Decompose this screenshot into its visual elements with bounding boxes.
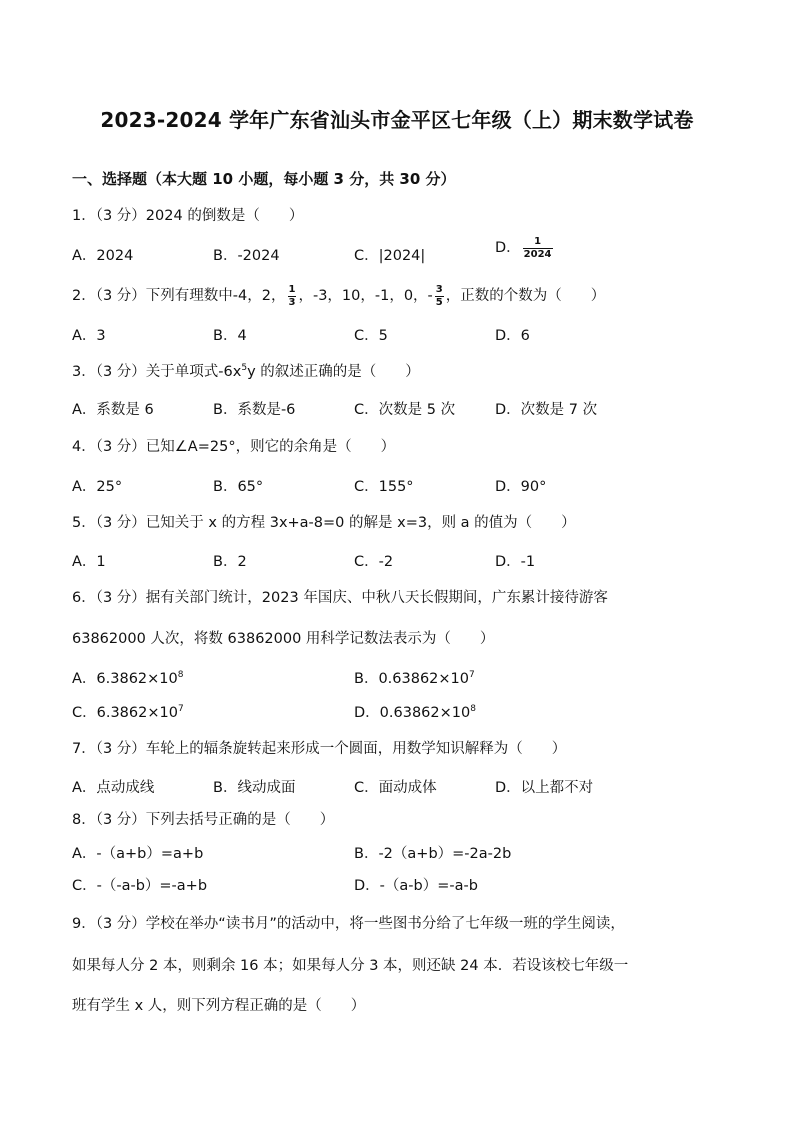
q3-option-a: A．系数是 6 xyxy=(72,402,154,418)
q5-option-a: A．1 xyxy=(72,554,106,570)
question-6-stem-line-1: 6．（3 分）据有关部门统计，2023 年国庆、中秋八天长假期间，广东累计接待游客 xyxy=(72,590,608,606)
q6-option-a xyxy=(72,667,184,688)
q7-option-a: A．点动成线 xyxy=(72,780,155,796)
exponent: 7 xyxy=(469,670,475,680)
q8-option-a: A．-（a+b）=a+b xyxy=(72,846,204,862)
question-4-stem: 4．（3 分）已知∠A=25°，则它的余角是（ ） xyxy=(72,439,396,455)
fraction xyxy=(288,285,297,308)
q1-option-d-label: D． xyxy=(495,240,521,256)
question-7-stem: 7．（3 分）车轮上的辐条旋转起来形成一个圆面，用数学知识解释为（ ） xyxy=(72,741,567,757)
question-3-stem xyxy=(72,360,420,381)
q6-option-d xyxy=(354,701,476,722)
q2-option-d: D．6 xyxy=(495,328,530,344)
q4-option-c: C．155° xyxy=(354,479,414,495)
fraction-numerator: 1 xyxy=(523,237,553,249)
question-9-stem-line-2: 如果每人分 2 本，则剩余 16 本；如果每人分 3 本，则还缺 24 本．若设该校七年级一 xyxy=(72,958,629,974)
fraction xyxy=(523,237,553,260)
q4-option-b: B．65° xyxy=(213,479,264,495)
q2-stem-part: 2．（3 分）下列有理数中-4，2， xyxy=(72,288,286,304)
exponent: 8 xyxy=(177,670,184,680)
q5-option-d: D．-1 xyxy=(495,554,536,570)
q8-option-b: B．-2（a+b）=-2a-2b xyxy=(354,846,512,862)
q7-option-c: C．面动成体 xyxy=(354,780,437,796)
section-heading: 一、选择题（本大题 10 小题，每小题 3 分，共 30 分） xyxy=(72,170,456,188)
q2-stem-part: ，正数的个数为（ ） xyxy=(445,288,606,304)
q5-option-b: B．2 xyxy=(213,554,247,570)
exponent: 5 xyxy=(241,363,248,373)
exponent: 7 xyxy=(177,704,184,714)
question-9-stem-line-3: 班有学生 x 人，则下列方程正确的是（ ） xyxy=(72,998,366,1014)
q4-option-d: D．90° xyxy=(495,479,547,495)
q2-option-c: C．5 xyxy=(354,328,388,344)
question-1-stem: 1．（3 分）2024 的倒数是（ ） xyxy=(72,208,304,224)
exponent: 8 xyxy=(470,704,476,714)
q1-option-d xyxy=(495,236,555,260)
q1-option-a: A．2024 xyxy=(72,248,134,264)
q6-option-c xyxy=(72,701,184,722)
q3-option-c: C．次数是 5 次 xyxy=(354,402,456,418)
question-2-stem xyxy=(72,284,605,308)
question-5-stem: 5．（3 分）已知关于 x 的方程 3x+a-8=0 的解是 x=3，则 a 的值为（ ） xyxy=(72,515,576,531)
q7-option-d: D．以上都不对 xyxy=(495,780,594,796)
q6-option-b-base: B．0.63862×10 xyxy=(354,671,470,687)
q3-option-d: D．次数是 7 次 xyxy=(495,402,598,418)
q6-option-b xyxy=(354,667,475,688)
exam-title: 2023-2024 学年广东省汕头市金平区七年级（上）期末数学试卷 xyxy=(100,108,694,132)
question-8-stem: 8．（3 分）下列去括号正确的是（ ） xyxy=(72,812,335,828)
q3-option-b: B．系数是-6 xyxy=(213,402,296,418)
q7-option-b: B．线动成面 xyxy=(213,780,296,796)
q2-option-a: A．3 xyxy=(72,328,106,344)
fraction-numerator: 1 xyxy=(288,283,296,295)
q6-option-d-base: D．0.63862×10 xyxy=(354,705,471,721)
fraction-denominator: 3 xyxy=(288,296,296,308)
fraction-denominator: 5 xyxy=(435,296,443,308)
q3-stem-part: y 的叙述正确的是（ ） xyxy=(247,364,420,380)
fraction-numerator: 3 xyxy=(435,283,443,295)
q1-option-b: B．-2024 xyxy=(213,248,280,264)
q6-option-a-base: A．6.3862×10 xyxy=(72,671,178,687)
q3-stem-part: 3．（3 分）关于单项式-6x xyxy=(72,364,242,380)
question-9-stem-line-1: 9．（3 分）学校在举办“读书月”的活动中，将一些图书分给了七年级一班的学生阅读， xyxy=(72,916,625,932)
q1-option-c: C．|2024| xyxy=(354,248,426,264)
fraction xyxy=(435,285,444,308)
q4-option-a: A．25° xyxy=(72,479,123,495)
fraction-denominator: 2024 xyxy=(523,248,552,260)
q8-option-c: C．-（-a-b）=-a+b xyxy=(72,878,208,894)
q6-option-c-base: C．6.3862×10 xyxy=(72,705,178,721)
q5-option-c: C．-2 xyxy=(354,554,394,570)
question-6-stem-line-2: 63862000 人次，将数 63862000 用科学记数法表示为（ ） xyxy=(72,631,495,647)
q2-stem-part: ，-3，10，-1，0，- xyxy=(298,288,433,304)
q2-option-b: B．4 xyxy=(213,328,247,344)
q8-option-d: D．-（a-b）=-a-b xyxy=(354,878,478,894)
